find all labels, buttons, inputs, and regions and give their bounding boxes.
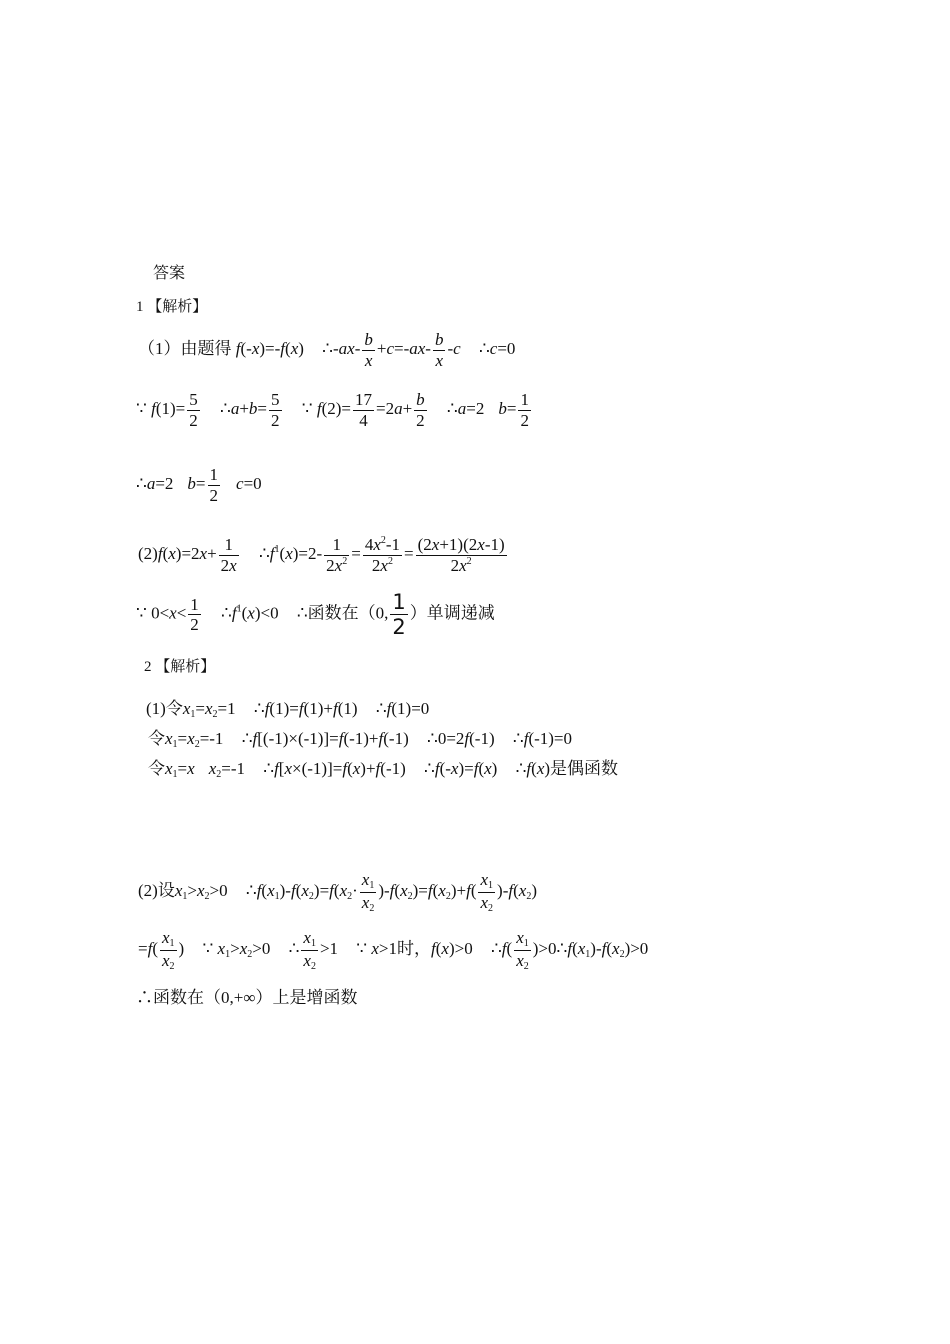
q1-result-line: ∴a=2 b= $\frac{1}{2}$ c=0 bbox=[136, 465, 262, 505]
q2-part2-line1: (2)设$x_1>x_2>0$ $\therefore f(x_1)-f(x_2)=f(x_2\cdot$ $\frac{x_1}{x_2}$ )$-f(x_2)=f(x_2)+f$( $\frac{x_1}{x_2}$ )$-f(x_2)$ bbox=[138, 870, 537, 914]
page-title bbox=[153, 260, 185, 283]
q2-part1-line3: 令$x_1=x$ $x_2=-1$ ∴f[x×(-1)]=f(x)+f(-1) ∴f(-x)=f(x) ∴f(x)是偶函数 bbox=[148, 759, 619, 780]
q1-label: 1 【解析】 bbox=[136, 299, 208, 315]
q1-part1-line: （1）由题得 f(-x)=-f(x) ∴-ax- $\frac{b}{x}$ +c=-ax- $\frac{b}{x}$ -c ∴c=0 bbox=[138, 330, 516, 370]
q1-monotone-line: ∵ 0<x< $\frac{1}{2}$ $\therefore f^1(x)<0$ ∴函数在（0, $\frac{1}{2}$ ）单调递减 bbox=[136, 590, 495, 640]
q2-part1-line1: (1)令$x_1=x_2=1$ ∴f(1)=f(1)+f(1) ∴f(1)=0 bbox=[146, 699, 430, 720]
q1-part2-line: (2)f(x)=2x+ $\frac{1}{2x}$ $\therefore f^1(x)=2-$ $\frac{1}{2x^2}$ = $\frac{4x^2-1}{2x^2}$ = $\frac{(2x+1)(2x-1)}{2x^2}$ bbox=[138, 535, 505, 575]
q1-conditions-line: ∵ f(1)= $\frac{5}{2}$ ∴a+b= $\frac{5}{2}$ ∵ f(2)= $\frac{17}{4}$ =2a+ $\frac{b}{2}$ ∴a=2 b= $\frac{1}{2}$ bbox=[136, 390, 529, 430]
q2-label: 2 【解析】 bbox=[144, 659, 216, 675]
q2-part1-line2: 令$x_1=x_2=-1$ ∴f[(-1)×(-1)]=f(-1)+f(-1) ∴0=2f(-1) ∴f(-1)=0 bbox=[148, 729, 573, 750]
q2-conclusion-line: ∴函数在（0,+∞）上是增函数 bbox=[136, 988, 358, 1007]
q1-part1-prefix: （1）由题得 bbox=[138, 338, 232, 358]
heading-text: 答案 bbox=[153, 265, 186, 282]
q2-part2-line2: =f( $\frac{x_1}{x_2}$ ) ∵ $x_1>x_2>0$ ∴ $\frac{x_1}{x_2}$ >1 ∵ x>1时，f(x)>0 ∴f( $\frac{x_1}{x_2}$ )$>0\therefore f(x_1)-f(x_2)>0$ bbox=[138, 928, 649, 972]
